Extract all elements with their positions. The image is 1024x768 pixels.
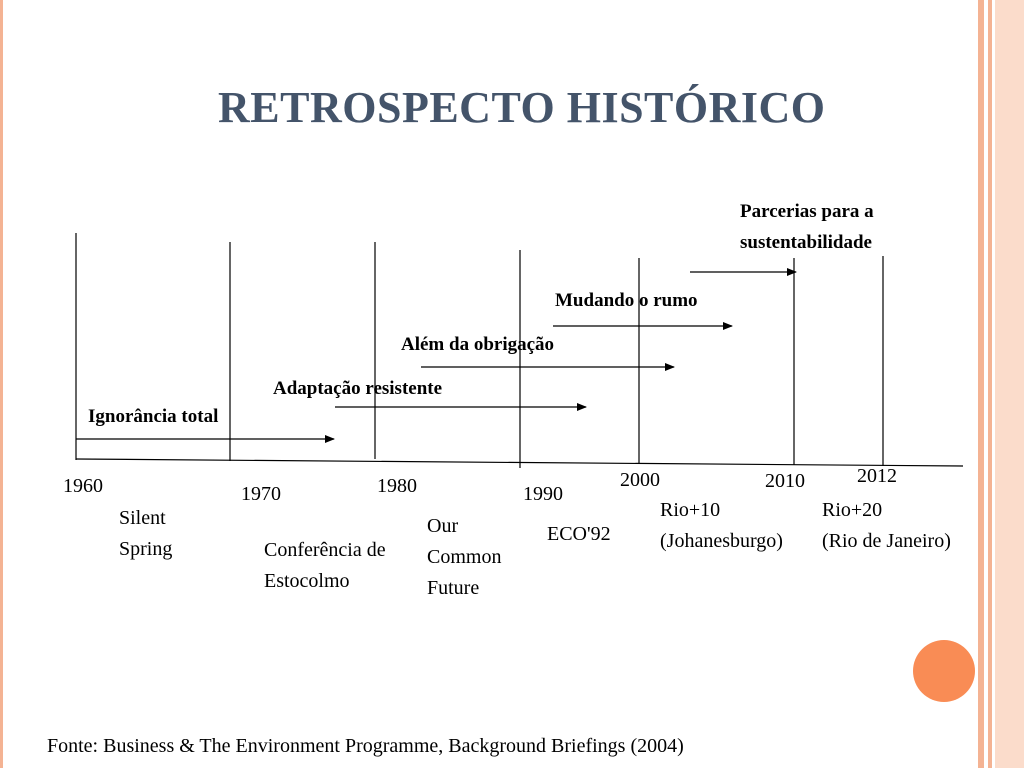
stage-label-alem: Além da obrigação	[401, 334, 555, 355]
year-label-2012: 2012	[857, 465, 897, 487]
stage-label-parcerias: Parcerias para a sustentabilidade	[740, 201, 874, 253]
year-label-1980: 1980	[377, 475, 417, 497]
event-eco92: ECO'92	[547, 523, 611, 545]
stage-label-adaptacao: Adaptação resistente	[273, 378, 443, 399]
event-rio10: Rio+10 (Johanesburgo)	[660, 499, 783, 552]
decorative-circle	[913, 640, 975, 702]
year-label-1970: 1970	[241, 483, 281, 505]
event-rio20: Rio+20 (Rio de Janeiro)	[822, 499, 951, 552]
event-silent-spring: Silent Spring	[119, 507, 173, 560]
stage-label-ignorancia: Ignorância total	[88, 406, 219, 427]
year-label-2000: 2000	[620, 469, 660, 491]
slide-title: RETROSPECTO HISTÓRICO	[218, 83, 826, 132]
year-label-1960: 1960	[63, 475, 103, 497]
event-our-common-future: Our Common Future	[427, 515, 502, 599]
year-label-2010: 2010	[765, 470, 805, 492]
year-label-1990: 1990	[523, 483, 563, 505]
source-footer: Fonte: Business & The Environment Programme, Background Briefings (2004)	[47, 735, 684, 757]
stage-label-mudando: Mudando o rumo	[555, 290, 698, 311]
event-estocolmo: Conferência de Estocolmo	[264, 539, 386, 592]
